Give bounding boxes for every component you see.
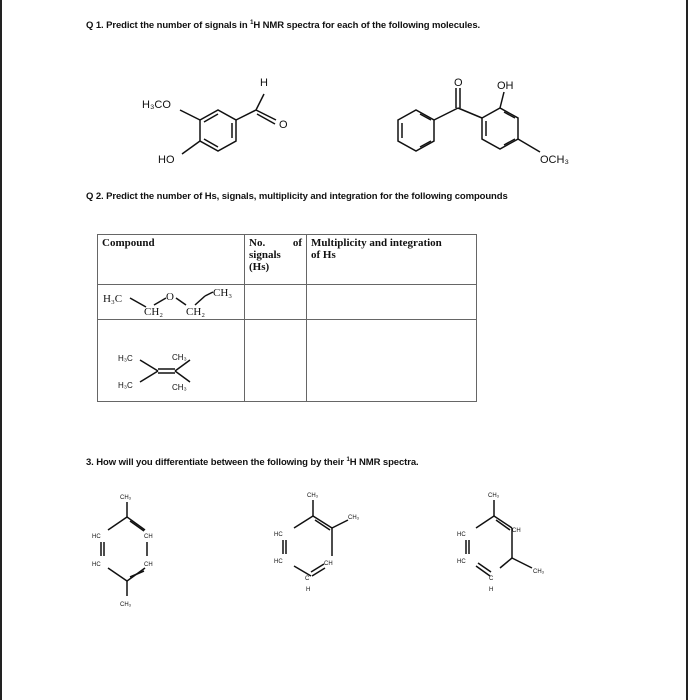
header-signals-label: signals bbox=[249, 249, 281, 261]
alkene-ch3-bottom-label: CH₃ bbox=[172, 383, 187, 392]
mol1-o-label: O bbox=[279, 119, 288, 131]
ether-o-label: O bbox=[166, 291, 174, 303]
iso2-ch3-right-label: CH₃ bbox=[348, 515, 360, 521]
row1-signals-cell bbox=[245, 285, 307, 320]
header-compound-label: Compound bbox=[102, 237, 155, 249]
q3-number: 3. bbox=[86, 457, 94, 469]
mol1-h3co-label: H₃CO bbox=[142, 99, 171, 111]
iso3-hc-l2-label: HC bbox=[457, 559, 466, 565]
iso1-hc-l1-label: HC bbox=[92, 534, 101, 540]
q1-text-before: Predict the number of signals in bbox=[106, 20, 251, 32]
iso3-h-label: H bbox=[489, 587, 494, 593]
iso1-ch3-bottom-label: CH₃ bbox=[120, 602, 132, 608]
page-border-right bbox=[686, 0, 688, 700]
iso2-h-label: H bbox=[306, 587, 311, 593]
header-hs-label: (Hs) bbox=[249, 261, 270, 273]
alkene-h3c-bottom-label: H₃C bbox=[118, 381, 133, 390]
iso2-hc-l2-label: HC bbox=[274, 559, 283, 565]
ether-h3c-label: H₃C bbox=[103, 293, 123, 305]
header-no-label: No. bbox=[249, 237, 266, 249]
table-row bbox=[98, 285, 477, 320]
table-header-row bbox=[98, 235, 477, 285]
iso2-ch3-top-label: CH₃ bbox=[307, 493, 319, 499]
ether-ch2a-label: CH₂ bbox=[144, 306, 164, 318]
q2-number: Q 2. bbox=[86, 191, 104, 202]
row2-multiplicity-cell bbox=[307, 320, 477, 402]
alkene-ch3-top-label: CH₃ bbox=[172, 353, 187, 362]
q3-text-before: How will you differentiate between the following by their bbox=[96, 457, 347, 469]
q1-superscript: 1 bbox=[250, 20, 254, 26]
q3-superscript: 1 bbox=[346, 457, 350, 463]
iso1-hc-l2-label: HC bbox=[92, 562, 101, 568]
row1-multiplicity-cell bbox=[307, 285, 477, 320]
q1-number: Q 1. bbox=[86, 20, 104, 32]
iso1-ch3-top-label: CH₃ bbox=[120, 495, 132, 501]
iso3-c-label: C bbox=[489, 576, 494, 582]
mol2-och3-label: OCH₃ bbox=[540, 154, 569, 166]
iso2-c-label: C bbox=[305, 576, 310, 582]
iso3-ch-r-label: CH bbox=[512, 528, 521, 534]
question-1-heading bbox=[86, 20, 480, 31]
row2-signals-cell bbox=[245, 320, 307, 402]
mol1-h-label: H bbox=[260, 77, 268, 89]
page-border-left bbox=[0, 0, 2, 700]
alkene-h3c-top-label: H₃C bbox=[118, 354, 133, 363]
ether-ch3-label: CH₃ bbox=[213, 287, 233, 299]
header-of-label: of bbox=[292, 237, 302, 249]
row2-compound-cell bbox=[98, 320, 245, 402]
header-no-of-line bbox=[249, 237, 302, 249]
mol2-o-label: O bbox=[454, 77, 463, 89]
iso1-ch-r2-label: CH bbox=[144, 562, 153, 568]
header-compound bbox=[98, 235, 245, 285]
q2-text: Predict the number of Hs, signals, multiplicity and integration for the following compounds bbox=[106, 191, 508, 202]
header-multiplicity-label: Multiplicity and integration bbox=[311, 237, 442, 249]
compound-table bbox=[97, 234, 477, 402]
q3-text-after: H NMR spectra. bbox=[349, 457, 419, 469]
header-no-of-signals bbox=[245, 235, 307, 285]
header-of-hs-label: of Hs bbox=[311, 249, 336, 261]
iso3-ch3-right-label: CH₃ bbox=[533, 569, 545, 575]
question-3-heading bbox=[86, 457, 419, 468]
iso3-ch3-top-label: CH₃ bbox=[488, 493, 500, 499]
iso1-ch-r1-label: CH bbox=[144, 534, 153, 540]
table-row bbox=[98, 320, 477, 402]
mol2-oh-label: OH bbox=[497, 80, 514, 92]
row1-compound-cell bbox=[98, 285, 245, 320]
ether-ch2b-label: CH₂ bbox=[186, 306, 206, 318]
header-multiplicity bbox=[307, 235, 477, 285]
iso2-hc-l1-label: HC bbox=[274, 532, 283, 538]
q1-text-after: H NMR spectra for each of the following molecules. bbox=[253, 20, 481, 32]
mol1-ho-label: HO bbox=[158, 154, 175, 166]
iso2-ch-label: CH bbox=[324, 561, 333, 567]
question-2-heading bbox=[86, 191, 508, 202]
iso3-hc-l1-label: HC bbox=[457, 532, 466, 538]
